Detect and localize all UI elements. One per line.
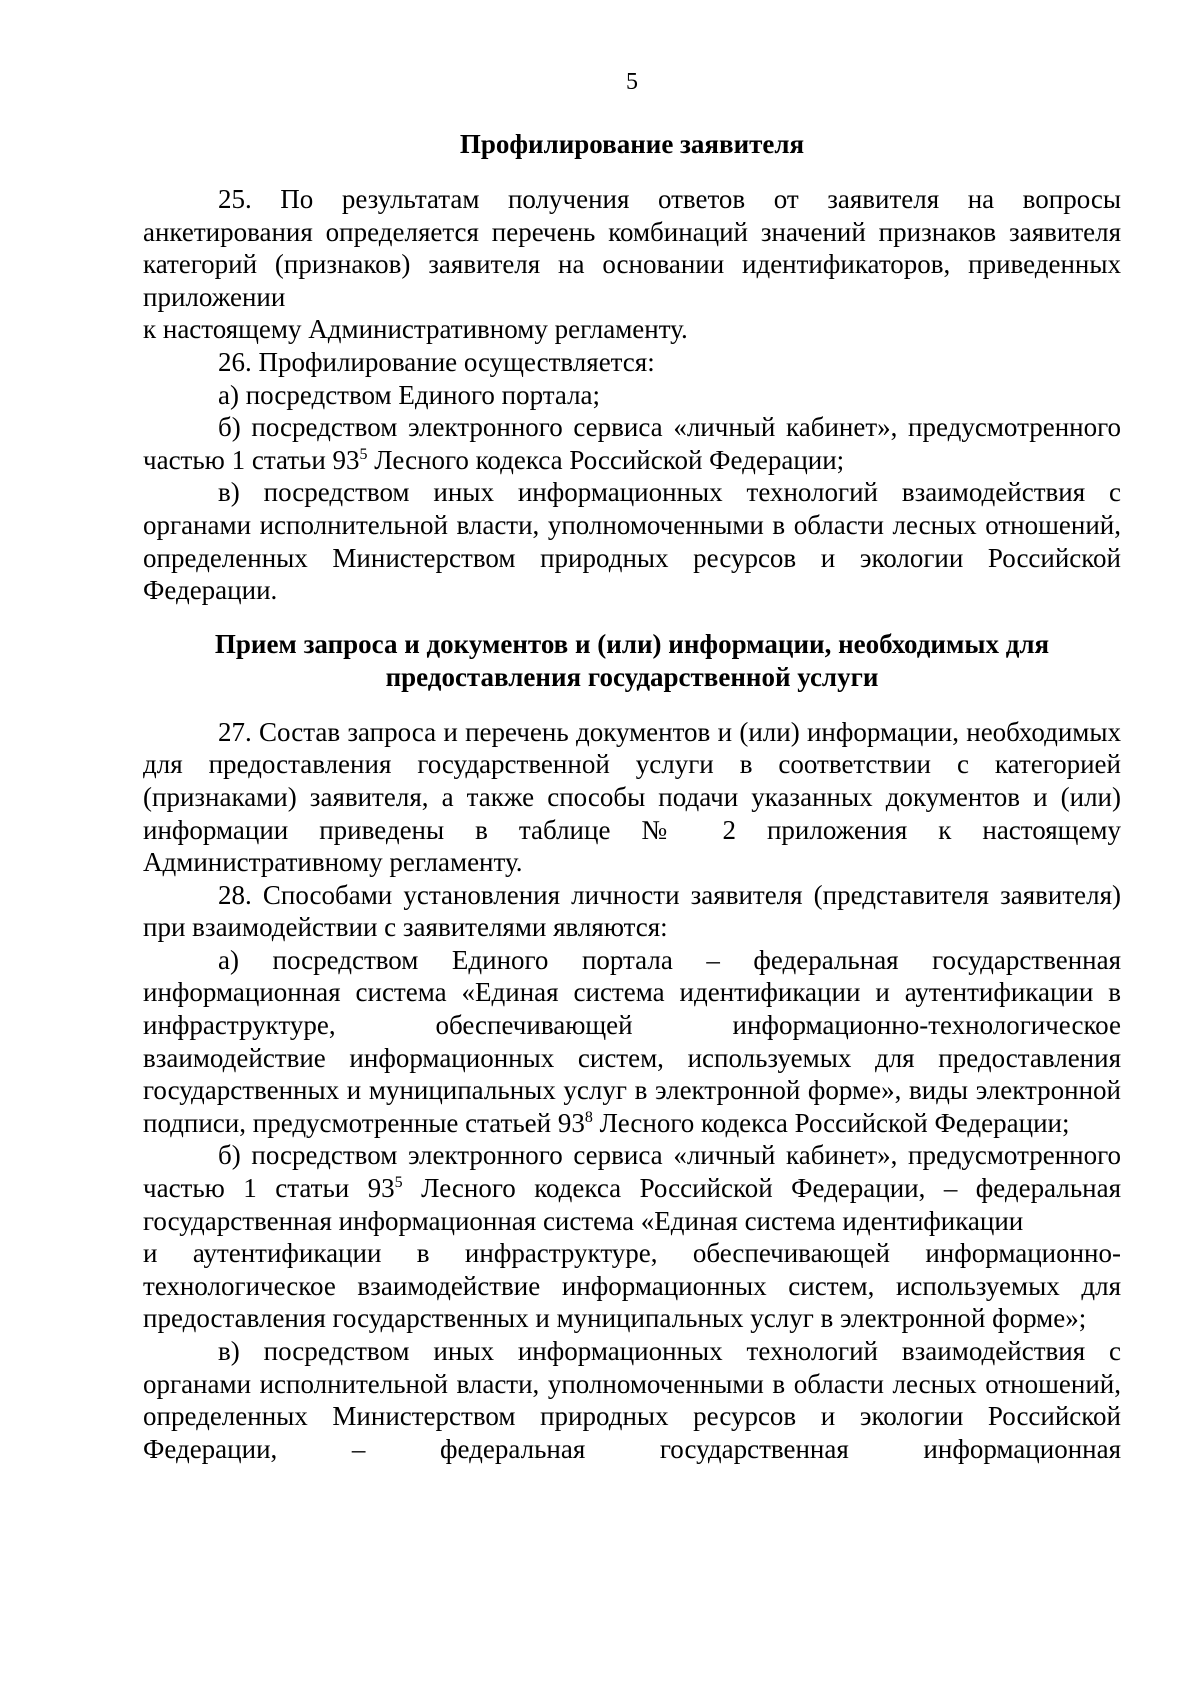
paragraph-28-item-c: в) посредством иных информационных технологий взаимодействия с органами исполнительной власти, уполномоченными в области лесных отношений, определенных Министерством природных ресурсов и экологии Российской Федерации, – федеральная государственная информационная	[143, 1336, 1121, 1464]
article-superscript: 5	[359, 445, 368, 463]
article-superscript: 5	[394, 1174, 403, 1192]
paragraph-28-item-b	[143, 1139, 1121, 1237]
paragraph-28-item-a-text-end: Лесного кодекса Российской Федерации;	[592, 1107, 1070, 1138]
section-heading-request-reception: Прием запроса и документов и (или) информации, необходимых для предоставления государственной услуги	[214, 628, 1050, 692]
paragraph-28: 28. Способами установления личности заявителя (представителя заявителя) при взаимодействии с заявителями являются:	[143, 879, 1121, 943]
paragraph-26-item-b-text: б) посредством электронного сервиса «личный кабинет», предусмотренного частью 1 статьи 93	[143, 412, 1121, 475]
paragraph-26: 26. Профилирование осуществляется:	[218, 346, 655, 377]
section-heading-profiling: Профилирование заявителя	[459, 129, 805, 159]
paragraph-28-item-a	[143, 944, 1121, 1140]
paragraph-28-item-b-text: б) посредством электронного сервиса «личный кабинет», предусмотренного частью 1 статьи 93	[143, 1140, 1121, 1204]
section-request-reception	[143, 628, 1121, 1466]
paragraph-25: 25. По результатам получения ответов от заявителя на вопросы анкетирования определяется перечень комбинаций значений признаков заявителя категорий (признаков) заявителя на основании идентификаторов, приведенных приложении	[143, 184, 1121, 312]
paragraph-28-item-b-text-end: Лесного кодекса Российской Федерации, – федеральная государственная информационная система «Единая система идентификации	[143, 1173, 1121, 1236]
section-applicant-profiling	[143, 128, 1121, 607]
paragraph-26-item-b-text-end: Лесного кодекса Российской Федерации;	[367, 444, 845, 475]
paragraph-26-item-a: а) посредством Единого портала;	[218, 379, 601, 410]
article-superscript: 8	[584, 1108, 593, 1126]
paragraph-27: 27. Состав запроса и перечень документов и (или) информации, необходимых для предоставления государственной услуги в соответствии с категорией (признаками) заявителя, а также способы подачи указанных документов и (или) информации приведены в таблице № 2 приложения к настоящему Административному регламенту.	[143, 716, 1121, 878]
paragraph-28-item-b-continuation: и аутентификации в инфраструктуре, обеспечивающей информационно-технологическое взаимодействие информационных систем, используемых для предоставления государственных и муниципальных услуг в электронной форме»;	[143, 1238, 1121, 1334]
paragraph-25-continuation: к настоящему Административному регламенту.	[143, 314, 688, 345]
document-page	[143, 70, 1121, 1465]
page-number: 5	[626, 69, 638, 95]
paragraph-26-item-b	[143, 411, 1121, 476]
paragraph-28-item-a-text: а) посредством Единого портала – федеральная государственная информационная система «Единая система идентификации и аутентификации в инфраструктуре, обеспечивающей информационно-технологическое взаимодействие информационных систем, используемых для предоставления государственных и муниципальных услуг в электронной форме», виды электронной подписи, предусмотренные статьей 93	[143, 944, 1121, 1138]
paragraph-26-item-c: в) посредством иных информационных технологий взаимодействия с органами исполнительной власти, уполномоченными в области лесных отношений, определенных Министерством природных ресурсов и экологии Российской Федерации.	[143, 477, 1121, 606]
